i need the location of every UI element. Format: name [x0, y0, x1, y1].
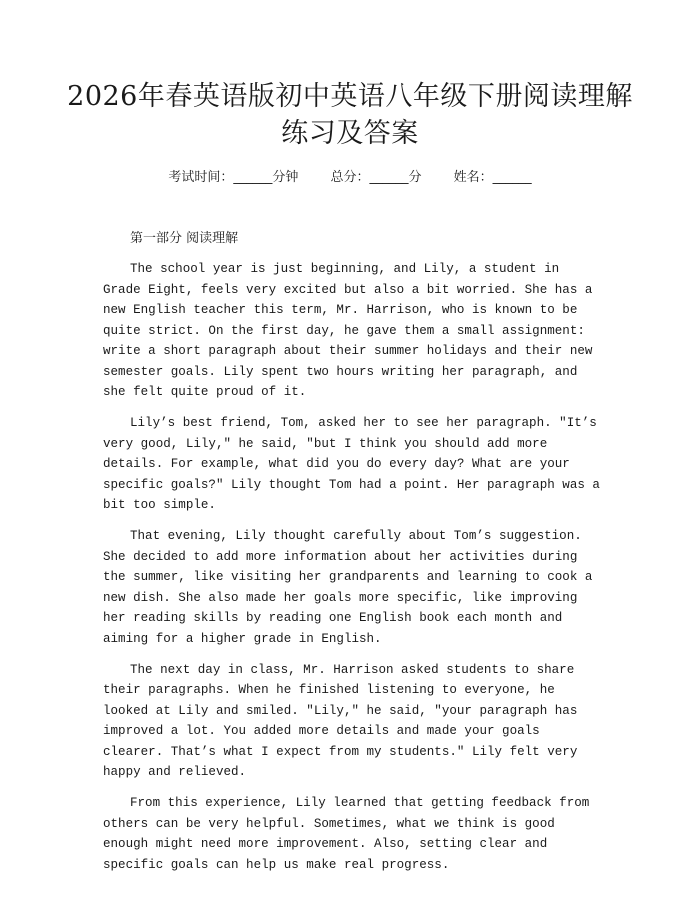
passage-paragraph-3: That evening, Lily thought carefully about Tom’s suggestion. She decided to add more information about her activities during the summer, like visiting her grandparents and learning to cook a new dish. She also made her goals more specific, like improving her reading skills by reading one English book each month and aiming for a higher grade in English.	[103, 529, 593, 646]
student-name-blank: ______	[492, 170, 532, 185]
student-name-field	[454, 168, 532, 188]
exam-time-unit: 分钟	[272, 170, 299, 185]
total-score-unit: 分	[408, 170, 422, 185]
passage-paragraph-1: The school year is just beginning, and Lily, a student in Grade Eight, feels very excited but also a bit worried. She has a new English teacher this term, Mr. Harrison, who is known to be quite strict. On the first day, he gave them a small assignment: write a short paragraph about their summer holidays and their new semester goals. Lily spent two hours writing her paragraph, and she felt quite proud of it.	[103, 262, 593, 399]
total-score-label: 总分：	[330, 170, 370, 185]
reading-passage	[103, 259, 600, 886]
exam-time-blank: ______	[233, 170, 273, 185]
exam-time-field	[168, 168, 298, 188]
passage-paragraph-4: The next day in class, Mr. Harrison asked students to share their paragraphs. When he finished listening to everyone, he looked at Lily and smiled. "Lily," he said, "your paragraph has improved a lot. You added more details and made your goals clearer. That’s what I expect from my students." Lily felt very happy and relieved.	[103, 662, 578, 779]
exam-info-line	[0, 168, 700, 188]
total-score-blank: ______	[369, 170, 409, 185]
section-heading: 第一部分 阅读理解	[130, 231, 239, 246]
document-title: 2026年春英语版初中英语八年级下册阅读理解练习及答案	[67, 81, 633, 149]
exam-time-label: 考试时间：	[168, 170, 234, 185]
passage-paragraph-5: From this experience, Lily learned that getting feedback from others can be very helpful. Sometimes, what we think is good enough might need more improvement. Also, setting clear and specific goals can help us make real progress.	[103, 796, 590, 872]
student-name-label: 姓名：	[453, 170, 493, 185]
total-score-field	[330, 168, 421, 188]
passage-paragraph-2: Lily’s best friend, Tom, asked her to see her paragraph. "It’s very good, Lily," he said, "but I think you should add more details. For example, what did you do every day? What are your specific goals?" Lily thought Tom had a point. Her paragraph was a bit too simple.	[103, 416, 600, 512]
